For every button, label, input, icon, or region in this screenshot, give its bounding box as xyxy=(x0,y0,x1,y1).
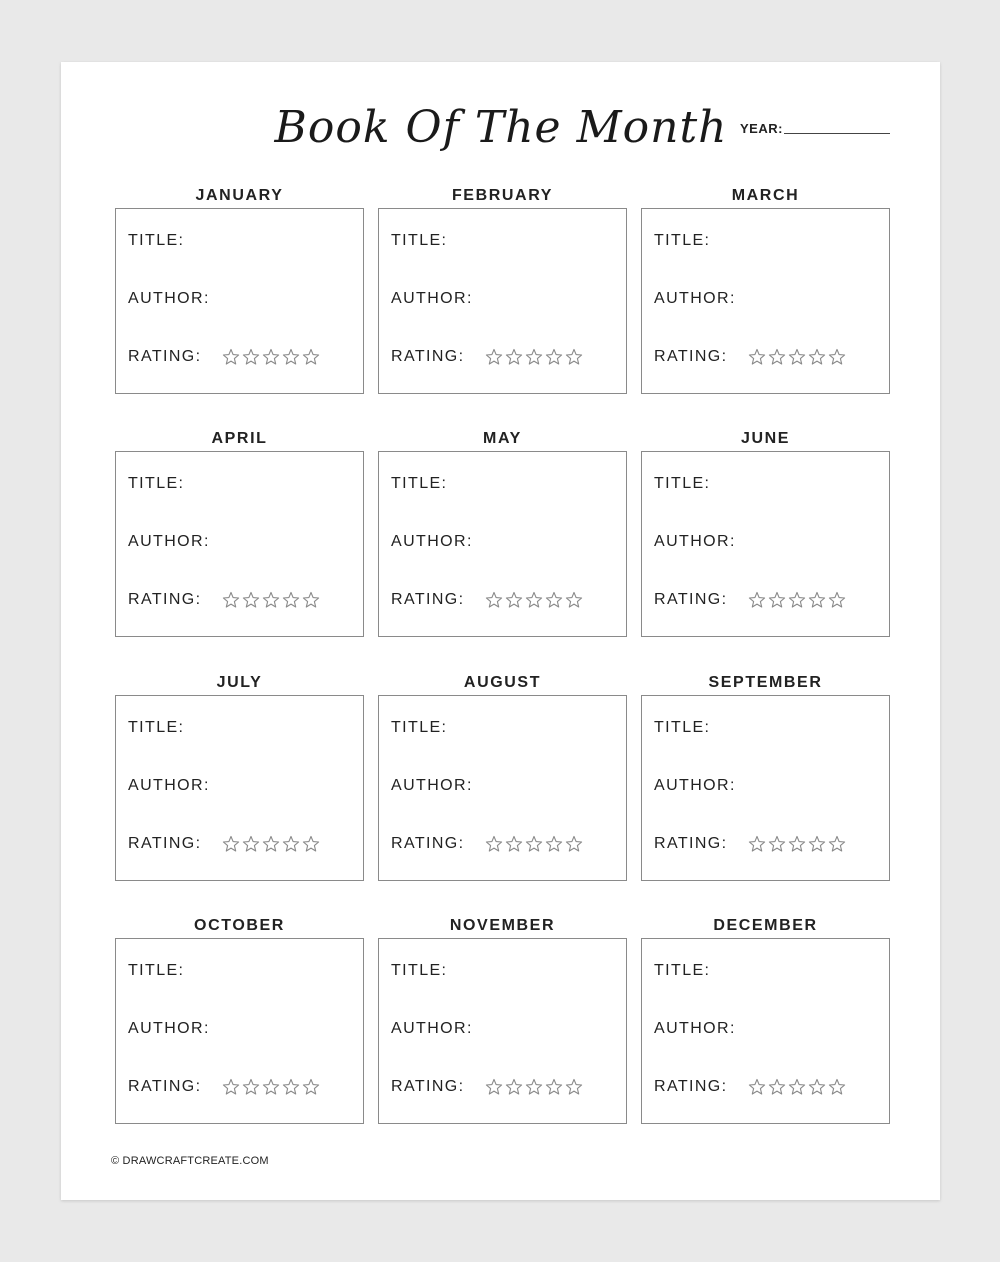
month-card xyxy=(641,695,890,881)
year-input-line[interactable] xyxy=(784,133,890,134)
month-card xyxy=(641,208,890,394)
rating-label: RATING: xyxy=(654,1078,728,1095)
star-outline-icon[interactable] xyxy=(565,348,583,366)
month-name: MAY xyxy=(483,430,522,447)
year-label: YEAR: xyxy=(740,121,783,136)
star-outline-icon[interactable] xyxy=(748,348,766,366)
star-outline-icon[interactable] xyxy=(222,1078,240,1096)
month-block-october xyxy=(115,916,364,1095)
star-outline-icon[interactable] xyxy=(505,591,523,609)
month-name: NOVEMBER xyxy=(449,917,556,934)
author-label: AUTHOR: xyxy=(128,777,210,794)
star-outline-icon[interactable] xyxy=(788,348,806,366)
star-outline-icon[interactable] xyxy=(768,1078,786,1096)
star-outline-icon[interactable] xyxy=(545,835,563,853)
month-card xyxy=(115,451,364,637)
rating-stars xyxy=(485,591,583,609)
author-label: AUTHOR: xyxy=(391,533,473,550)
month-card xyxy=(378,451,627,637)
month-name: OCTOBER xyxy=(194,917,285,934)
star-outline-icon[interactable] xyxy=(788,835,806,853)
month-block-february xyxy=(378,186,627,365)
copyright-footer: © DRAWCRAFTCREATE.COM xyxy=(111,1155,269,1167)
star-outline-icon[interactable] xyxy=(222,348,240,366)
rating-label: RATING: xyxy=(654,835,728,852)
star-outline-icon[interactable] xyxy=(302,1078,320,1096)
title-label: TITLE: xyxy=(391,475,448,492)
star-outline-icon[interactable] xyxy=(545,348,563,366)
rating-label: RATING: xyxy=(391,1078,465,1095)
star-outline-icon[interactable] xyxy=(748,835,766,853)
month-block-december xyxy=(641,916,890,1095)
rating-label: RATING: xyxy=(654,348,728,365)
star-outline-icon[interactable] xyxy=(828,348,846,366)
star-outline-icon[interactable] xyxy=(505,348,523,366)
star-outline-icon[interactable] xyxy=(485,348,503,366)
month-block-november xyxy=(378,916,627,1095)
star-outline-icon[interactable] xyxy=(788,1078,806,1096)
month-name: SEPTEMBER xyxy=(708,674,823,691)
author-label: AUTHOR: xyxy=(654,533,736,550)
star-outline-icon[interactable] xyxy=(262,1078,280,1096)
star-outline-icon[interactable] xyxy=(262,348,280,366)
star-outline-icon[interactable] xyxy=(828,591,846,609)
rating-label: RATING: xyxy=(128,1078,202,1095)
month-name: JULY xyxy=(216,674,263,691)
star-outline-icon[interactable] xyxy=(768,835,786,853)
star-outline-icon[interactable] xyxy=(282,835,300,853)
rating-stars xyxy=(485,835,583,853)
star-outline-icon[interactable] xyxy=(565,1078,583,1096)
month-card xyxy=(641,451,890,637)
star-outline-icon[interactable] xyxy=(565,591,583,609)
star-outline-icon[interactable] xyxy=(748,1078,766,1096)
month-block-april xyxy=(115,429,364,608)
star-outline-icon[interactable] xyxy=(262,835,280,853)
author-label: AUTHOR: xyxy=(654,777,736,794)
rating-label: RATING: xyxy=(128,591,202,608)
star-outline-icon[interactable] xyxy=(485,835,503,853)
author-label: AUTHOR: xyxy=(654,1020,736,1037)
rating-label: RATING: xyxy=(128,348,202,365)
rating-label: RATING: xyxy=(391,348,465,365)
author-label: AUTHOR: xyxy=(391,290,473,307)
rating-stars xyxy=(222,591,320,609)
month-name: JUNE xyxy=(740,430,791,447)
planner-page xyxy=(61,62,940,1200)
star-outline-icon[interactable] xyxy=(242,591,260,609)
title-script xyxy=(274,82,728,172)
star-outline-icon[interactable] xyxy=(302,348,320,366)
title-label: TITLE: xyxy=(128,475,185,492)
title-text: Book Of The Month xyxy=(274,102,728,153)
rating-stars xyxy=(485,1078,583,1096)
star-outline-icon[interactable] xyxy=(505,1078,523,1096)
star-outline-icon[interactable] xyxy=(282,591,300,609)
page-title xyxy=(274,82,728,172)
title-label: TITLE: xyxy=(654,962,711,979)
month-card xyxy=(378,208,627,394)
star-outline-icon[interactable] xyxy=(525,591,543,609)
star-outline-icon[interactable] xyxy=(768,348,786,366)
title-label: TITLE: xyxy=(128,962,185,979)
star-outline-icon[interactable] xyxy=(748,591,766,609)
month-name: MARCH xyxy=(731,187,800,204)
month-card xyxy=(378,695,627,881)
rating-stars xyxy=(222,1078,320,1096)
author-label: AUTHOR: xyxy=(654,290,736,307)
author-label: AUTHOR: xyxy=(128,533,210,550)
star-outline-icon[interactable] xyxy=(808,591,826,609)
star-outline-icon[interactable] xyxy=(302,591,320,609)
rating-label: RATING: xyxy=(391,591,465,608)
star-outline-icon[interactable] xyxy=(242,835,260,853)
title-label: TITLE: xyxy=(391,962,448,979)
rating-label: RATING: xyxy=(391,835,465,852)
title-label: TITLE: xyxy=(654,232,711,249)
star-outline-icon[interactable] xyxy=(282,1078,300,1096)
month-card xyxy=(378,938,627,1124)
star-outline-icon[interactable] xyxy=(545,1078,563,1096)
star-outline-icon[interactable] xyxy=(242,1078,260,1096)
rating-stars xyxy=(748,348,846,366)
star-outline-icon[interactable] xyxy=(505,835,523,853)
month-card xyxy=(641,938,890,1124)
star-outline-icon[interactable] xyxy=(808,348,826,366)
title-label: TITLE: xyxy=(391,232,448,249)
author-label: AUTHOR: xyxy=(128,290,210,307)
rating-stars xyxy=(748,835,846,853)
rating-stars xyxy=(748,591,846,609)
star-outline-icon[interactable] xyxy=(282,348,300,366)
rating-stars xyxy=(485,348,583,366)
month-card xyxy=(115,208,364,394)
star-outline-icon[interactable] xyxy=(525,348,543,366)
month-block-january xyxy=(115,186,364,365)
month-block-june xyxy=(641,429,890,608)
star-outline-icon[interactable] xyxy=(262,591,280,609)
title-label: TITLE: xyxy=(128,232,185,249)
month-name: JANUARY xyxy=(195,187,284,204)
title-label: TITLE: xyxy=(654,719,711,736)
title-label: TITLE: xyxy=(654,475,711,492)
star-outline-icon[interactable] xyxy=(302,835,320,853)
month-name: DECEMBER xyxy=(713,917,818,934)
rating-stars xyxy=(222,348,320,366)
star-outline-icon[interactable] xyxy=(545,591,563,609)
author-label: AUTHOR: xyxy=(391,1020,473,1037)
month-card xyxy=(115,938,364,1124)
rating-label: RATING: xyxy=(128,835,202,852)
month-block-july xyxy=(115,673,364,852)
star-outline-icon[interactable] xyxy=(222,835,240,853)
month-block-august xyxy=(378,673,627,852)
rating-stars xyxy=(748,1078,846,1096)
star-outline-icon[interactable] xyxy=(485,591,503,609)
star-outline-icon[interactable] xyxy=(828,835,846,853)
title-label: TITLE: xyxy=(128,719,185,736)
star-outline-icon[interactable] xyxy=(808,1078,826,1096)
star-outline-icon[interactable] xyxy=(788,591,806,609)
star-outline-icon[interactable] xyxy=(525,1078,543,1096)
author-label: AUTHOR: xyxy=(391,777,473,794)
rating-label: RATING: xyxy=(654,591,728,608)
star-outline-icon[interactable] xyxy=(828,1078,846,1096)
star-outline-icon[interactable] xyxy=(808,835,826,853)
star-outline-icon[interactable] xyxy=(242,348,260,366)
star-outline-icon[interactable] xyxy=(768,591,786,609)
month-name: APRIL xyxy=(211,430,268,447)
month-card xyxy=(115,695,364,881)
author-label: AUTHOR: xyxy=(128,1020,210,1037)
star-outline-icon[interactable] xyxy=(525,835,543,853)
rating-stars xyxy=(222,835,320,853)
month-name: FEBRUARY xyxy=(451,187,554,204)
star-outline-icon[interactable] xyxy=(565,835,583,853)
month-block-may xyxy=(378,429,627,608)
star-outline-icon[interactable] xyxy=(222,591,240,609)
star-outline-icon[interactable] xyxy=(485,1078,503,1096)
month-block-march xyxy=(641,186,890,365)
title-label: TITLE: xyxy=(391,719,448,736)
month-block-september xyxy=(641,673,890,852)
month-name: AUGUST xyxy=(463,674,542,691)
